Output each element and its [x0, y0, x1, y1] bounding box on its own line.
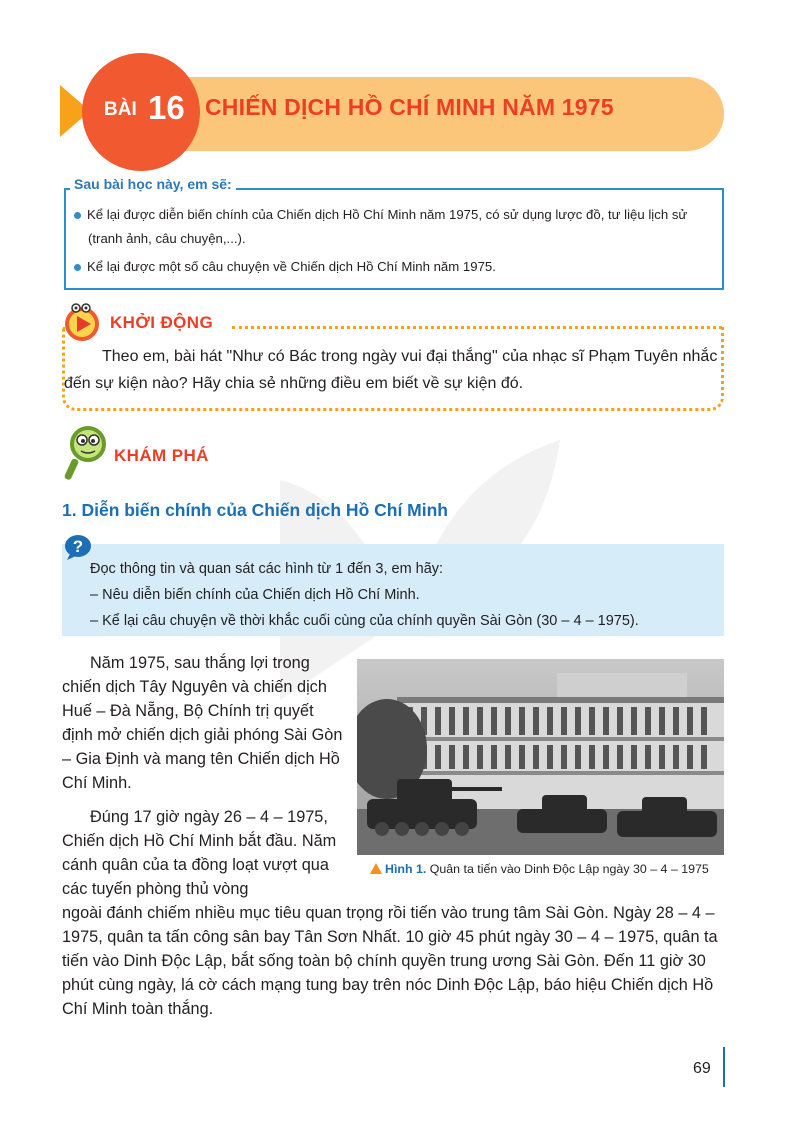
objective-item: Kể lại được một số câu chuyện về Chiến dịch Hồ Chí Minh năm 1975. — [74, 256, 714, 278]
page-number-bar — [723, 1047, 725, 1087]
question-line: – Kể lại câu chuyện về thời khắc cuối cùng của chính quyền Sài Gòn (30 – 4 – 1975). — [90, 613, 639, 629]
lesson-label: BÀI — [104, 99, 137, 120]
bullet-icon — [74, 212, 81, 219]
question-line: – Nêu diễn biến chính của Chiến dịch Hồ Chí Minh. — [90, 587, 420, 603]
page-number: 69 — [693, 1060, 711, 1077]
lesson-number: 16 — [148, 89, 185, 126]
question-line: Đọc thông tin và quan sát các hình từ 1 đến 3, em hãy: — [90, 561, 444, 577]
objective-item-continued: (tranh ảnh, câu chuyện,...). — [88, 231, 246, 246]
page-title: CHIẾN DỊCH HỒ CHÍ MINH NĂM 1975 — [205, 94, 614, 120]
khoi-dong-heading: KHỞI ĐỘNG — [110, 313, 214, 332]
khoi-dong-text: Theo em, bài hát "Như có Bác trong ngày vui đại thắng" của nhạc sĩ Phạm Tuyên nhắc đến sự kiện nào? Hãy chia sẻ những điều em biết về sự kiện đó. — [64, 348, 718, 392]
objectives-heading: Sau bài học này, em sẽ: — [70, 176, 236, 192]
body-paragraph-1: Năm 1975, sau thắng lợi trong chiến dịch Tây Nguyên và chiến dịch Huế – Đà Nẵng, Bộ Chính trị quyết định mở chiến dịch giải phóng Sài Gòn – Gia Định và mang tên Chiến dịch Hồ Chí Minh. — [62, 654, 343, 792]
objective-item: Kể lại được diễn biến chính của Chiến dịch Hồ Chí Minh năm 1975, có sử dụng lược đồ, tư liệu lịch sử — [74, 204, 714, 226]
kham-pha-heading: KHÁM PHÁ — [114, 446, 209, 465]
figure-caption: Hình 1. Quân ta tiến vào Dinh Độc Lập ngày 30 – 4 – 1975 — [370, 862, 709, 876]
bullet-icon — [74, 264, 81, 271]
magnifier-icon — [62, 420, 108, 484]
body-paragraph-2-end: ngoài đánh chiếm nhiều mục tiêu quan trọng rồi tiến vào trung tâm Sài Gòn. Ngày 28 – 4 – 1975, quân ta tấn công sân bay Tân Sơn Nhất. 10 giờ 45 phút ngày 30 – 4 – 1975, quân ta tiến vào Dinh Độc Lập, bắt sống toàn bộ chính quyền trung ương Sài Gòn. Đến 11 giờ 30 phút cùng ngày, lá cờ cách mạng tung bay trên nóc Dinh Độc Lập, báo hiệu Chiến dịch Hồ Chí Minh toàn thắng. — [62, 904, 718, 1018]
caption-triangle-icon — [370, 863, 382, 874]
section-title: 1. Diễn biến chính của Chiến dịch Hồ Chí Minh — [62, 500, 448, 520]
svg-text:?: ? — [72, 537, 84, 556]
independence-palace-photo — [357, 659, 724, 855]
question-icon — [64, 534, 94, 560]
body-paragraph-2-start: Đúng 17 giờ ngày 26 – 4 – 1975, Chiến dịch Hồ Chí Minh bắt đầu. Năm cánh quân của ta đồng loạt vượt qua các tuyến phòng thủ vòng — [62, 808, 337, 898]
